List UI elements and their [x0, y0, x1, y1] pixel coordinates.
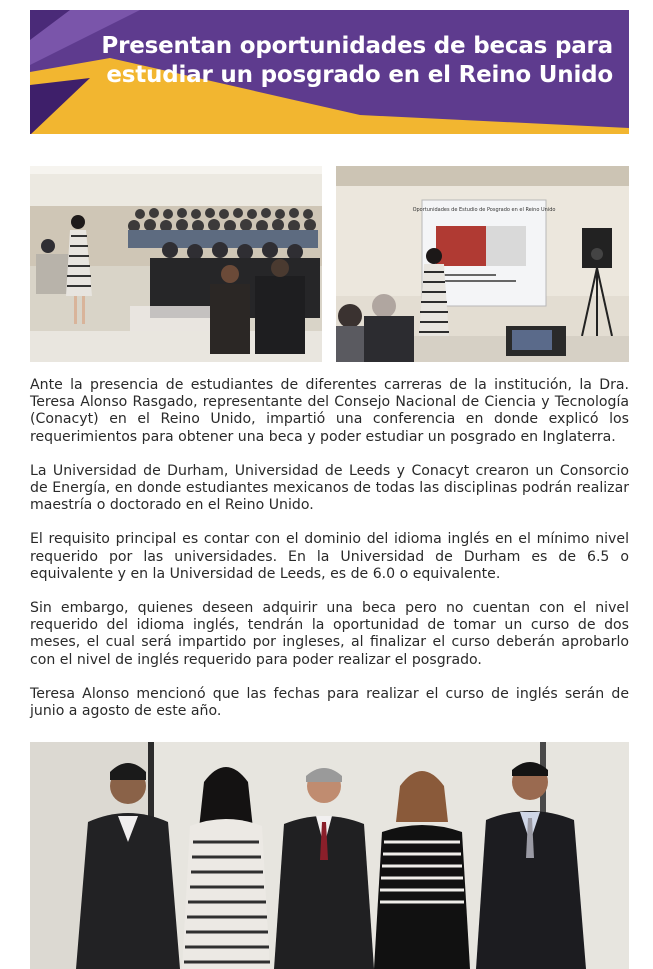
- header-banner: [30, 10, 629, 135]
- article-paragraph: El requisito principal es contar con el dominio del idioma inglés en el mínimo nivel requerido por las universidades. En la Universidad de Durham es de 6.5 o equivalente y en la Universidad de Leeds, es de 6.0 o equivalente.: [30, 531, 629, 582]
- article-paragraph: Ante la presencia de estudiantes de diferentes carreras de la institución, la Dra. Teresa Alonso Rasgado, representante del Consejo Nacional de Ciencia y Tecnología (Conacyt) en el Reino Unido, impartió una conferencia en donde explicó los requerimientos para obtener una beca y poder estudiar un posgrado en Inglaterra.: [30, 377, 629, 445]
- page-title: Presentan oportunidades de becas para estudiar un posgrado en el Reino Unido: [101, 33, 613, 88]
- slide-title: Oportunidades de Estudio de Posgrado en el Reino Unido: [412, 207, 556, 213]
- article-paragraph: Sin embargo, quienes deseen adquirir una beca pero no cuentan con el nivel requerido del idioma inglés, tendrán la oportunidad de tomar un curso de dos meses, el cual será impartido por ingleses, al finalizar el curso deberán aprobarlo con el nivel de inglés requerido para poder realizar el posgrado.: [30, 600, 629, 668]
- article-paragraph: La Universidad de Durham, Universidad de Leeds y Conacyt crearon un Consorcio de Energía, en donde estudiantes mexicanos de todas las disciplinas podrán realizar maestría o doctorado en el Reino Unido.: [30, 462, 629, 514]
- audience-photo: [30, 166, 322, 362]
- article-paragraph: Teresa Alonso mencionó que las fechas para realizar el curso de inglés serán de junio a agosto de este año.: [30, 685, 629, 720]
- presentation-photo: [336, 166, 629, 362]
- article-body: [30, 377, 629, 737]
- group-photo: [30, 742, 629, 969]
